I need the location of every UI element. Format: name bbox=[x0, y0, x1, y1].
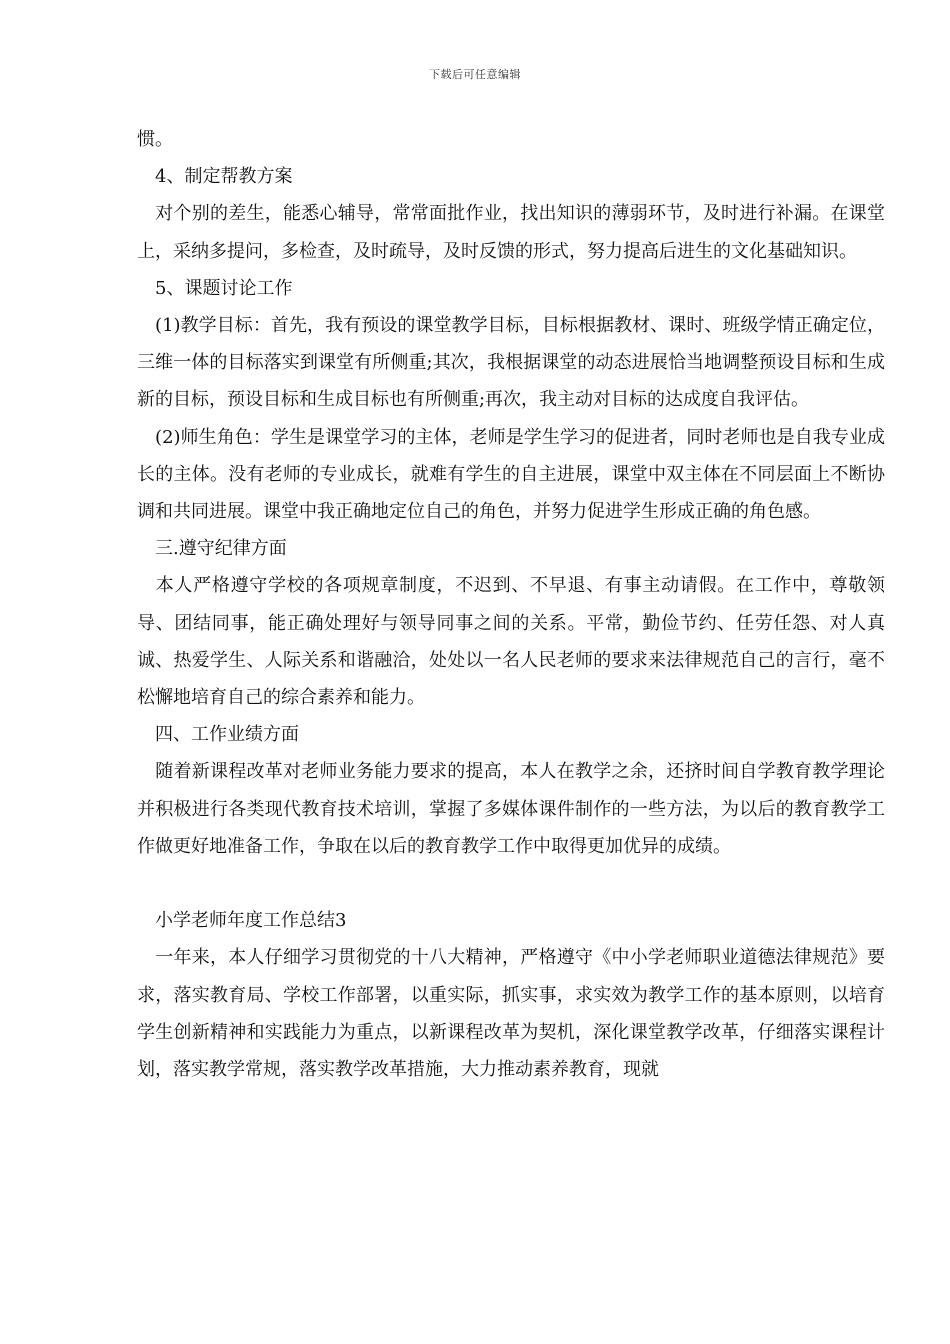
paragraph-work-performance: 随着新课程改革对老师业务能力要求的提高，本人在教学之余，还挤时间自学教育教学理论并积极进行各类现代教育技术培训，掌握了多媒体课件制作的一些方法，为以后的教育教学工作做更好地准备工作，争取在以后的教育教学工作中取得更加优异的成绩。 bbox=[137, 761, 885, 857]
heading-help-plan: 4、制定帮教方案 bbox=[137, 166, 293, 188]
section-title: 小学老师年度工作总结3 bbox=[137, 910, 347, 932]
paragraph-continuation: 惯。 bbox=[137, 129, 173, 150]
heading-discipline: 三.遵守纪律方面 bbox=[137, 538, 287, 560]
paragraph-discipline: 本人严格遵守学校的各项规章制度，不迟到、不早退、有事主动请假。在工作中，尊敬领导、团结同事，能正确处理好与领导同事之间的关系。平常，勤俭节约、任劳任怨、对人真诚、热爱学生、人际关系和谐融洽，处处以一名人民老师的要求来法律规范自己的言行，毫不松懈地培育自己的综合素养和能力。 bbox=[137, 575, 885, 709]
page-header: 下载后可任意编辑 bbox=[429, 68, 521, 81]
document-body bbox=[137, 121, 885, 1088]
paragraph-teaching-goals: (1)教学目标：首先，我有预设的课堂教学目标，目标根据教材、课时、班级学情正确定位，三维一体的目标落实到课堂有所侧重;其次，我根据课堂的动态进展恰当地调整预设目标和生成新的目标，预设目标和生成目标也有所侧重;再次，我主动对目标的达成度自我评估。 bbox=[137, 315, 885, 411]
section-gap bbox=[137, 865, 885, 902]
paragraph-annual-summary: 一年来，本人仔细学习贯彻党的十八大精神，严格遵守《中小学老师职业道德法律规范》要求，落实教育局、学校工作部署，以重实际，抓实事，求实效为教学工作的基本原则，以培育学生创新精神和实践能力为重点，以新课程改革为契机，深化课堂教学改革，仔细落实课程计划，落实教学常规，落实教学改革措施，大力推动素养教育，现就 bbox=[137, 947, 885, 1081]
paragraph-teacher-student-roles: (2)师生角色：学生是课堂学习的主体，老师是学生学习的促进者，同时老师也是自我专业成长的主体。没有老师的专业成长，就难有学生的自主进展，课堂中双主体在不同层面上不断协调和共同进展。课堂中我正确地定位自己的角色，并努力促进学生形成正确的角色感。 bbox=[137, 426, 885, 523]
paragraph-help-plan: 对个别的差生，能悉心辅导，常常面批作业，找出知识的薄弱环节，及时进行补漏。在课堂上，采纳多提问，多检查，及时疏导，及时反馈的形式，努力提高后进生的文化基础知识。 bbox=[137, 203, 885, 262]
heading-research-work: 5、课题讨论工作 bbox=[137, 277, 293, 299]
heading-work-performance: 四、工作业绩方面 bbox=[137, 724, 299, 746]
